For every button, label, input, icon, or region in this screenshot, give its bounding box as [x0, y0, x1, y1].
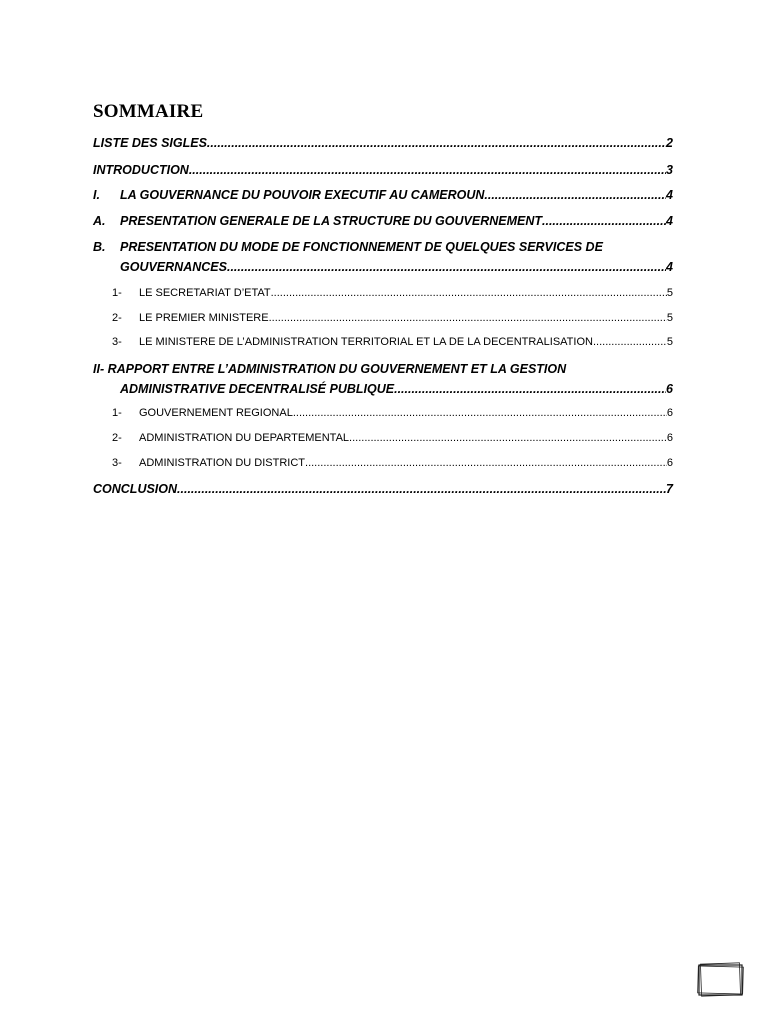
- toc-entry-text: LE SECRETARIAT D’ETAT: [139, 287, 271, 299]
- toc-entry-presentation-generale[interactable]: [93, 214, 673, 228]
- toc-entry-text: ADMINISTRATION DU DISTRICT: [139, 457, 306, 469]
- toc-entry-text: CONCLUSION: [93, 482, 178, 496]
- page-title: SOMMAIRE: [93, 101, 204, 122]
- toc-entry-number: A.: [93, 214, 106, 228]
- toc-entry-conclusion[interactable]: [93, 482, 673, 496]
- toc-leader-dots: [394, 382, 666, 396]
- toc-leader-dots: [177, 482, 666, 496]
- toc-page-number: 5: [666, 287, 673, 299]
- toc-entry-number: 2-: [112, 432, 122, 444]
- toc-entry-presentation-mode-line2[interactable]: [120, 260, 673, 274]
- toc-leader-dots: [305, 457, 667, 469]
- toc-leader-dots: [593, 336, 667, 348]
- toc-page-number: 6: [666, 432, 673, 444]
- toc-entry-number: I.: [93, 188, 100, 202]
- toc-entry-number: 1-: [112, 287, 122, 299]
- toc-entry-text: INTRODUCTION: [93, 163, 189, 177]
- toc-page-number: 3: [666, 163, 673, 177]
- toc-entry-rapport-line2[interactable]: [120, 382, 673, 396]
- toc-entry-text: LISTE DES SIGLES: [93, 136, 207, 150]
- toc-leader-dots: [484, 188, 666, 202]
- toc-entry-text: GOUVERNANCES: [120, 260, 227, 274]
- toc-page-number: 6: [666, 407, 673, 419]
- toc-entry-presentation-mode-line1[interactable]: [93, 240, 673, 254]
- toc-entry-number: 3-: [112, 457, 122, 469]
- toc-entry-number: 3-: [112, 336, 122, 348]
- toc-leader-dots: [293, 407, 667, 419]
- toc-page-number: 6: [666, 382, 673, 396]
- toc-entry-secretariat[interactable]: [93, 287, 673, 299]
- toc-page-number: 4: [666, 214, 673, 228]
- toc-entry-gouvernement-regional[interactable]: [93, 407, 673, 419]
- toc-leader-dots: [189, 163, 666, 177]
- toc-entry-text: LE MINISTERE DE L’ADMINISTRATION TERRITORIAL ET LA DE LA DECENTRALISATION: [139, 336, 593, 348]
- toc-entry-introduction[interactable]: [93, 163, 673, 177]
- toc-entry-text: PRESENTATION DU MODE DE FONCTIONNEMENT DE QUELQUES SERVICES DE: [120, 240, 603, 254]
- toc-leader-dots: [269, 312, 667, 324]
- toc-leader-dots: [542, 214, 666, 228]
- toc-entry-text: II- RAPPORT ENTRE L’ADMINISTRATION DU GOUVERNEMENT ET LA GESTION: [93, 362, 567, 376]
- toc-entry-text: ADMINISTRATIVE DECENTRALISÉ PUBLIQUE: [120, 382, 395, 396]
- toc-page-number: 5: [666, 312, 673, 324]
- toc-entry-ministere-administration[interactable]: [93, 336, 673, 348]
- toc-leader-dots: [227, 260, 666, 274]
- toc-entry-number: B.: [93, 240, 106, 254]
- toc-entry-text: ADMINISTRATION DU DEPARTEMENTAL: [139, 432, 350, 444]
- toc-entry-liste-des-sigles[interactable]: [93, 136, 673, 150]
- toc-page-number: 2: [666, 136, 673, 150]
- toc-page-number: 4: [666, 260, 673, 274]
- toc-leader-dots: [207, 136, 666, 150]
- toc-page-number: 6: [666, 457, 673, 469]
- page-number-frame-icon: [697, 962, 744, 997]
- toc-leader-dots: [271, 287, 667, 299]
- toc-entry-rapport-line1[interactable]: [93, 362, 673, 376]
- toc-entry-administration-district[interactable]: [93, 457, 673, 469]
- toc-entry-text: LE PREMIER MINISTERE: [139, 312, 269, 324]
- toc-entry-administration-departemental[interactable]: [93, 432, 673, 444]
- toc-leader-dots: [349, 432, 667, 444]
- toc-entry-number: 1-: [112, 407, 122, 419]
- toc-entry-text: PRESENTATION GENERALE DE LA STRUCTURE DU GOUVERNEMENT: [120, 214, 543, 228]
- toc-entry-number: 2-: [112, 312, 122, 324]
- toc-page-number: 7: [666, 482, 673, 496]
- toc-page-number: 4: [666, 188, 673, 202]
- toc-page-number: 5: [666, 336, 673, 348]
- toc-entry-gouvernance[interactable]: [93, 188, 673, 202]
- toc-entry-text: LA GOUVERNANCE DU POUVOIR EXECUTIF AU CAMEROUN: [120, 188, 485, 202]
- toc-entry-text: GOUVERNEMENT REGIONAL: [139, 407, 293, 419]
- toc-entry-premier-ministere[interactable]: [93, 312, 673, 324]
